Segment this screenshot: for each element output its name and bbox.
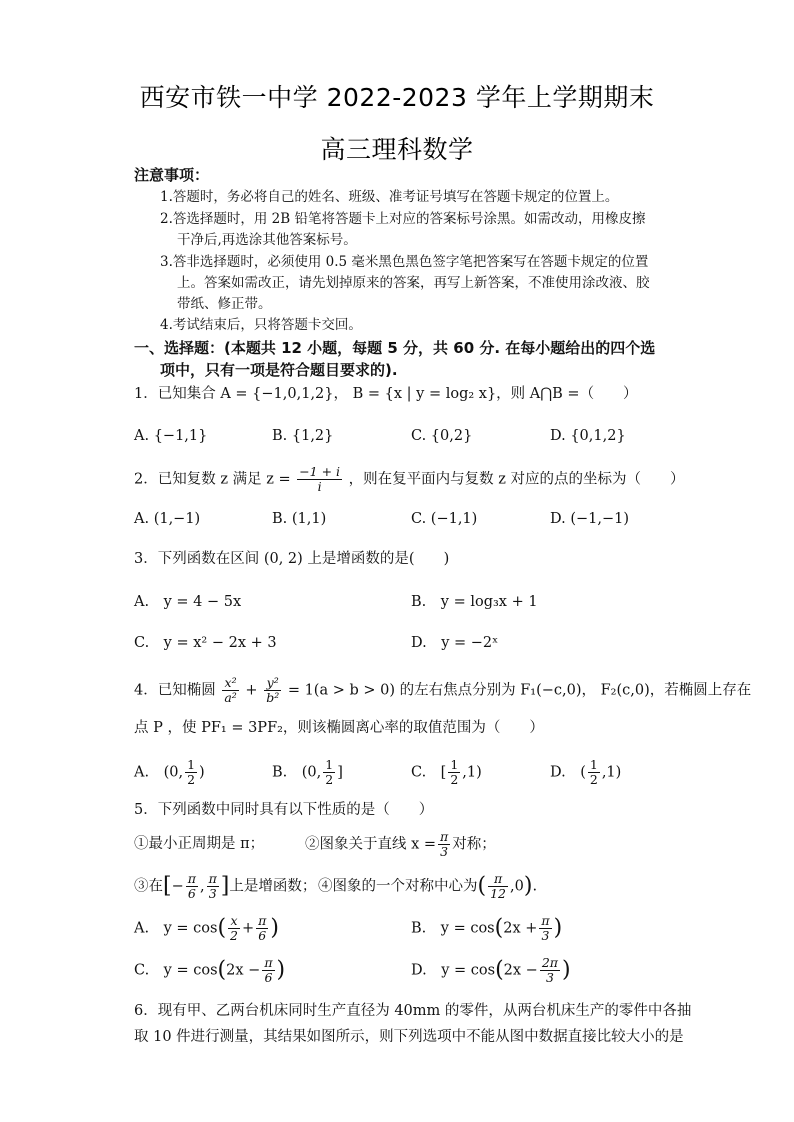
question-5-stem: 5．下列函数中同时具有以下性质的是（ ）: [134, 802, 434, 818]
q1-option-c: C. {0,2}: [411, 428, 473, 444]
q4-b-pre: B. (0,: [272, 764, 322, 781]
notes-heading: 注意事项：: [134, 166, 210, 184]
q4-c-den: 2: [450, 772, 459, 787]
question-4-stem-line2: 点 P ，使 PF₁ = 3PF₂，则该椭圆离心率的取值范围为（ ）: [134, 720, 544, 736]
q4-option-d: [550, 758, 621, 787]
q2-stem-post: ，则在复平面内与复数 z 对应的点的坐标为（ ）: [348, 471, 685, 488]
q4-plus: +: [245, 682, 258, 699]
q5-p2-frac: [438, 830, 450, 859]
q4-option-a: [134, 758, 205, 787]
q5-option-d: [411, 956, 571, 985]
q5-p3-frac-b: [207, 872, 219, 901]
q5-a-lparen: (: [217, 915, 227, 941]
q4-fraction-y: [264, 676, 281, 705]
q5-p4-den: 12: [490, 886, 506, 901]
exam-subtitle: 高三理科数学: [320, 135, 474, 164]
q5-b-den: 3: [541, 928, 550, 943]
q4-a-num: 1: [187, 757, 196, 772]
q5-d-pre: D. y = cos: [411, 962, 496, 979]
q4-d-pre: D. (: [550, 764, 586, 781]
q2-option-d: D. (−1,−1): [550, 511, 629, 527]
q2-frac-den: i: [317, 479, 322, 494]
q5-p3-a-den: 6: [187, 886, 196, 901]
q4-c-post: ,1): [462, 764, 482, 781]
q5-c-rparen: ): [276, 957, 286, 983]
q5-a-num2: π: [258, 913, 267, 928]
q4-c-num: 1: [450, 757, 459, 772]
q5-p3-post: 上是增函数；: [229, 878, 317, 895]
q3-option-b: B. y = log₃x + 1: [411, 594, 538, 610]
q5-c-mid: 2x −: [226, 962, 261, 979]
q2-stem-pre: 2．已知复数 z 满足 z =: [134, 471, 291, 488]
q2-fraction: [297, 465, 342, 494]
q5-p4-lparen: (: [477, 873, 487, 899]
question-2-stem: [134, 465, 685, 494]
q5-p3-b-num: π: [208, 871, 217, 886]
q5-p3-rbracket: ]: [220, 873, 230, 899]
q5-p3-b-den: 3: [208, 886, 217, 901]
q5-c-pre: C. y = cos: [134, 962, 218, 979]
q2-frac-num: −1 + i: [299, 464, 341, 479]
q5-b-pre: B. y = cos: [411, 920, 495, 937]
q5-p4-pre: ④图象的一个对称中心为: [318, 878, 478, 895]
q5-c-den: 6: [264, 970, 273, 985]
q5-a-num1: x: [228, 914, 240, 929]
question-3-stem: 3．下列函数在区间 (0, 2) 上是增函数的是( ): [134, 551, 450, 567]
question-6-stem: 6．现有甲、乙两台机床同时生产直径为 40mm 的零件，从两台机床生产的零件中各抽: [134, 1003, 692, 1019]
q5-c-frac: [262, 956, 274, 985]
exam-title: 西安市铁一中学 2022-2023 学年上学期期末: [139, 83, 655, 112]
q2-option-c: C. (−1,1): [411, 511, 478, 527]
q5-a-rparen: ): [270, 915, 279, 941]
q5-b-mid: 2x +: [503, 920, 538, 937]
q5-p2-num: π: [440, 829, 449, 844]
q5-d-lparen: (: [495, 957, 504, 983]
q5-d-rparen: ): [562, 957, 571, 983]
q4-b-num: 1: [325, 757, 334, 772]
question-4-stem: [134, 676, 751, 705]
q5-p4-num: π: [488, 872, 508, 887]
q5-option-c: [134, 956, 285, 985]
q5-b-frac: [539, 914, 551, 943]
q5-a-frac2: [256, 914, 268, 943]
q5-p2-pre: ②图象关于直线 x =: [305, 836, 437, 853]
q3-option-c: C. y = x² − 2x + 3: [134, 635, 277, 651]
section-heading-cont: 项中，只有一项是符合题目要求的).: [160, 361, 398, 379]
q4-a-frac: [185, 758, 197, 787]
q4-b-den: 2: [325, 772, 334, 787]
q5-property-1: ①最小正周期是 π；: [134, 836, 265, 852]
q4-stem-pre: 4．已知椭圆: [134, 682, 216, 699]
q4-c-pre: C. [: [411, 764, 447, 781]
note-item: 干净后,再选涂其他答案标号。: [177, 232, 357, 248]
q5-a-den1: 2: [230, 928, 238, 943]
q5-b-lparen: (: [494, 915, 504, 941]
q4-a-pre: A. (0,: [134, 764, 184, 781]
q4-a-post: ): [199, 764, 205, 781]
q5-option-b: [411, 914, 562, 943]
q5-p4-rparen: ): [523, 873, 533, 899]
question-1-stem: 1．已知集合 A = {−1,0,1,2}， B = {x | y = log₂ x}，则 A⋂B =（ ）: [134, 386, 638, 402]
q4-fraction-x: [222, 676, 238, 705]
q4-stem-post: = 1(a > b > 0) 的左右焦点分别为 F₁(−c,0)， F₂(c,0)，若椭圆上存在: [287, 682, 752, 699]
q4-option-b: [272, 758, 343, 787]
note-item: 带纸、修正带。: [177, 296, 272, 312]
q5-a-frac1: [228, 914, 240, 943]
q5-option-a: A. y = cos( $\frac{x}{2}$ + $\frac{\pi}{6}$ ): [134, 913, 279, 943]
q4-c-frac: [448, 758, 460, 787]
q2-option-a: A. (1,−1): [134, 511, 201, 527]
q5-p3-pre: ③在: [134, 878, 163, 895]
note-item: 2.答选择题时，用 2B 铅笔将答题卡上对应的答案标号涂黑。如需改动，用橡皮擦: [160, 211, 646, 227]
q2-option-b: B. (1,1): [272, 511, 327, 527]
q4-d-frac: [588, 758, 600, 787]
q5-a-pre: A. y = cos: [134, 920, 218, 937]
q5-a-den2: 6: [258, 928, 267, 943]
q4-d-num: 1: [589, 757, 598, 772]
q5-d-mid: 2x −: [503, 962, 538, 979]
q5-property-4: ④图象的一个对称中心为( $\frac{\pi}{12}$ ,0).: [318, 871, 538, 901]
q5-p2-post: 对称；: [452, 836, 496, 853]
q5-p3-lbracket: [: [163, 873, 172, 899]
q5-d-den: 3: [545, 970, 554, 985]
q5-c-num: π: [264, 955, 273, 970]
note-item: 4.考试结束后，只将答题卡交回。: [160, 317, 362, 333]
section-heading: 一、选择题：(本题共 12 小题，每题 5 分，共 60 分. 在每小题给出的四个选: [134, 339, 656, 357]
q1-option-d: D. {0,1,2}: [550, 428, 626, 444]
q4-d-post: ,1): [601, 764, 622, 781]
q5-b-rparen: ): [553, 915, 563, 941]
q5-p3-a-num: π: [187, 871, 196, 886]
q5-p4-post: ,0: [510, 878, 524, 895]
q1-option-b: B. {1,2}: [272, 428, 334, 444]
q5-property-3: ③在[− $\frac{\pi}{6}$ , $\frac{\pi}{3}$ ]上是增函数；: [134, 871, 317, 901]
note-item: 3.答非选择题时，必须使用 0.5 毫米黑色黑色签字笔把答案写在答题卡规定的位置: [160, 254, 649, 270]
q5-b-num: π: [541, 913, 550, 928]
q5-p4-frac: [488, 872, 508, 901]
q4-frac-x-num: x²: [222, 676, 238, 691]
q4-a-den: 2: [187, 772, 196, 787]
note-item: 上。答案如需改正，请先划掉原来的答案，再写上新答案，不准使用涂改液、胶: [177, 275, 650, 291]
q3-option-d: D. y = −2ˣ: [411, 635, 499, 651]
q4-b-frac: [323, 758, 335, 787]
question-6-stem-line2: 取 10 件进行测量，其结果如图所示，则下列选项中不能从图中数据直接比较大小的是: [134, 1029, 684, 1045]
q4-d-den: 2: [589, 772, 598, 787]
q4-frac-y-num: y²: [264, 676, 281, 691]
q4-frac-x-den: a²: [224, 690, 237, 705]
q5-p3-frac-a: [186, 872, 198, 901]
q5-p2-den: 3: [440, 844, 449, 859]
q1-option-a: A. {−1,1}: [134, 428, 208, 444]
q4-option-c: [411, 758, 482, 787]
q5-d-frac: [540, 956, 560, 985]
q5-c-lparen: (: [217, 957, 227, 983]
q3-option-a: A. y = 4 − 5x: [134, 594, 242, 610]
q4-frac-y-den: b²: [266, 690, 280, 705]
q5-d-num: 2π: [541, 955, 559, 970]
q5-property-2: [305, 830, 496, 859]
note-item: 1.答题时，务必将自己的姓名、班级、准考证号填写在答题卡规定的位置上。: [160, 189, 619, 205]
q4-b-post: ]: [337, 764, 343, 781]
